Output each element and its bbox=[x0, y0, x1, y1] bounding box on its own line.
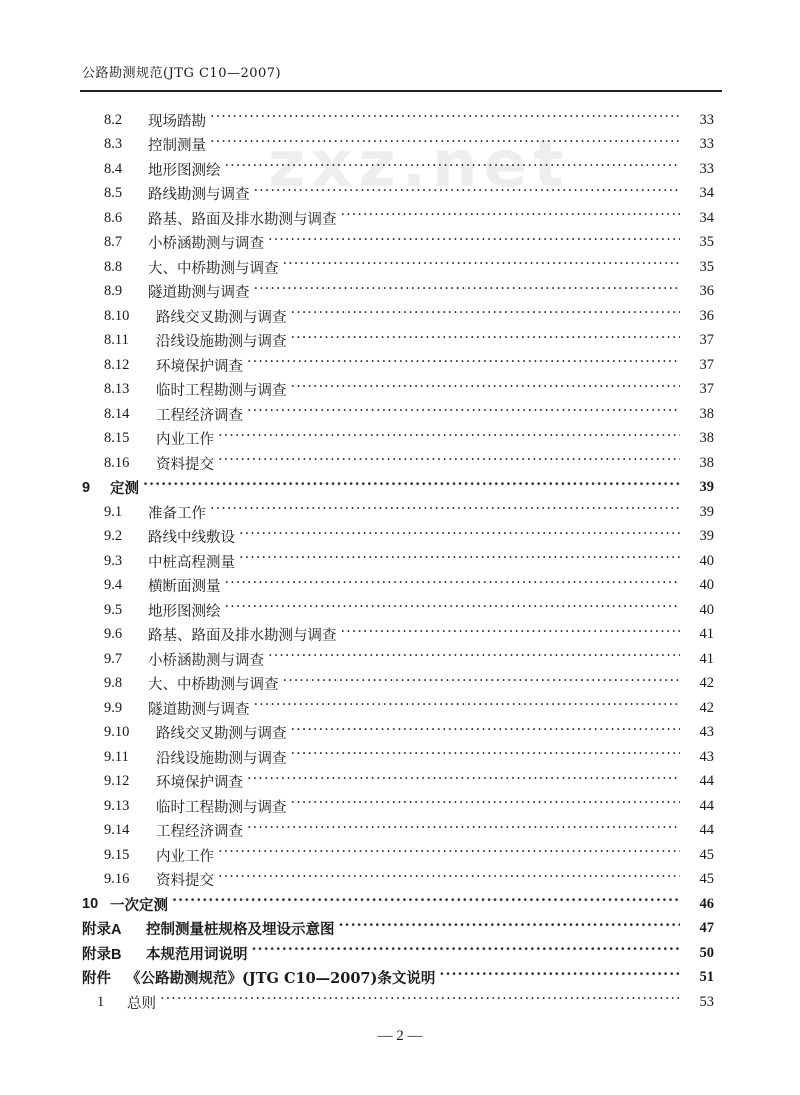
toc-entry-number: 8.3 bbox=[104, 136, 123, 153]
toc-entry[interactable] bbox=[0, 941, 800, 966]
dot-leader bbox=[291, 725, 681, 741]
toc-entry[interactable] bbox=[0, 206, 800, 231]
toc-entry[interactable] bbox=[0, 231, 800, 256]
toc-entry-number: 8.2 bbox=[104, 111, 123, 128]
dot-leader bbox=[218, 431, 680, 447]
toc-entry-number: 附件 bbox=[82, 971, 111, 988]
toc-entry-title: 路线交叉勘测与调查 bbox=[156, 309, 287, 326]
toc-entry-page: 40 bbox=[699, 601, 714, 618]
dot-leader bbox=[341, 627, 681, 643]
dot-leader bbox=[225, 161, 681, 177]
dot-leader bbox=[439, 970, 680, 986]
toc-entry-title: 大、中桥勘测与调查 bbox=[148, 260, 279, 277]
dot-leader bbox=[254, 284, 681, 300]
toc-entry-title: 工程经济调查 bbox=[156, 824, 243, 841]
dot-leader bbox=[341, 210, 681, 226]
dot-leader bbox=[160, 994, 680, 1010]
toc-entry[interactable] bbox=[0, 157, 800, 182]
toc-entry-number: 附录A bbox=[82, 922, 122, 939]
toc-entry-title: 环境保护调查 bbox=[156, 775, 243, 792]
toc-entry-number: 9.6 bbox=[104, 626, 123, 643]
toc-entry-number: 8.11 bbox=[104, 332, 129, 349]
toc-entry-page: 34 bbox=[699, 209, 714, 226]
toc-entry[interactable] bbox=[0, 451, 800, 476]
toc-entry-title: 路线中线敷设 bbox=[148, 530, 235, 547]
toc-entry-number: 8.5 bbox=[104, 185, 123, 202]
toc-entry-title: 内业工作 bbox=[156, 848, 214, 865]
toc-entry[interactable] bbox=[0, 476, 800, 501]
toc-entry-number: 9.13 bbox=[104, 797, 130, 814]
toc-entry[interactable] bbox=[0, 182, 800, 207]
toc-entry-page: 35 bbox=[699, 234, 714, 251]
toc-entry-title: 沿线设施勘测与调查 bbox=[156, 750, 287, 767]
toc-entry-number: 10 bbox=[82, 896, 99, 913]
dot-leader bbox=[172, 896, 680, 912]
toc-entry-page: 42 bbox=[699, 699, 714, 716]
dot-leader bbox=[247, 823, 680, 839]
toc-entry-title: 地形图测绘 bbox=[148, 603, 221, 620]
dot-leader bbox=[218, 455, 680, 471]
dot-leader bbox=[239, 529, 680, 545]
toc-entry[interactable] bbox=[0, 721, 800, 746]
toc-entry[interactable] bbox=[0, 280, 800, 305]
toc-entry-number: 9.16 bbox=[104, 871, 130, 888]
toc-entry-number: 9.2 bbox=[104, 528, 123, 545]
toc-entry-page: 41 bbox=[699, 650, 714, 667]
table-of-contents bbox=[0, 108, 800, 1015]
toc-entry-title: 资料提交 bbox=[156, 873, 214, 890]
dot-leader bbox=[254, 700, 681, 716]
toc-entry-number: 8.12 bbox=[104, 356, 130, 373]
toc-entry-number: 9.3 bbox=[104, 552, 123, 569]
toc-entry-number: 8.9 bbox=[104, 283, 123, 300]
dot-leader bbox=[225, 602, 681, 618]
toc-entry[interactable] bbox=[0, 745, 800, 770]
toc-entry-number: 8.16 bbox=[104, 454, 130, 471]
toc-entry-title: 地形图测绘 bbox=[148, 162, 221, 179]
toc-entry[interactable] bbox=[0, 255, 800, 280]
toc-entry-page: 51 bbox=[699, 969, 714, 986]
toc-entry-page: 50 bbox=[699, 944, 714, 961]
toc-entry-title: 《公路勘测规范》(JTG C10—2007)条文说明 bbox=[126, 970, 436, 988]
toc-entry[interactable] bbox=[0, 892, 800, 917]
toc-entry-page: 40 bbox=[699, 577, 714, 594]
toc-entry-title: 路基、路面及排水勘测与调查 bbox=[148, 628, 337, 645]
dot-leader bbox=[291, 308, 681, 324]
toc-entry-page: 46 bbox=[699, 895, 714, 912]
toc-entry-page: 38 bbox=[699, 405, 714, 422]
toc-entry[interactable] bbox=[0, 917, 800, 942]
toc-entry-number: 9.9 bbox=[104, 699, 123, 716]
dot-leader bbox=[225, 578, 681, 594]
running-header: 公路勘测规范(JTG C10—2007) bbox=[82, 66, 282, 81]
dot-leader bbox=[239, 553, 680, 569]
page-number: — 2 — bbox=[377, 1028, 423, 1044]
toc-entry-title: 路线勘测与调查 bbox=[148, 187, 250, 204]
toc-entry-page: 45 bbox=[699, 871, 714, 888]
toc-entry[interactable] bbox=[0, 794, 800, 819]
dot-leader bbox=[268, 651, 680, 667]
toc-entry-number: 9.7 bbox=[104, 650, 123, 667]
toc-entry-page: 38 bbox=[699, 454, 714, 471]
toc-entry-number: 8.13 bbox=[104, 381, 130, 398]
dot-leader bbox=[218, 872, 680, 888]
dot-leader bbox=[291, 798, 681, 814]
toc-entry-number: 9.8 bbox=[104, 675, 123, 692]
toc-entry-number: 8.4 bbox=[104, 160, 123, 177]
dot-leader bbox=[210, 137, 680, 153]
toc-entry-page: 38 bbox=[699, 430, 714, 447]
toc-entry-page: 33 bbox=[699, 111, 714, 128]
toc-entry-page: 45 bbox=[699, 846, 714, 863]
toc-entry-page: 40 bbox=[699, 552, 714, 569]
toc-entry-page: 42 bbox=[699, 675, 714, 692]
toc-entry[interactable] bbox=[0, 770, 800, 795]
toc-entry-number: 9.5 bbox=[104, 601, 123, 618]
toc-entry-title: 小桥涵勘测与调查 bbox=[148, 236, 264, 253]
toc-entry-page: 35 bbox=[699, 258, 714, 275]
toc-entry-number: 9.1 bbox=[104, 503, 123, 520]
toc-entry-title: 准备工作 bbox=[148, 505, 206, 522]
dot-leader bbox=[283, 676, 681, 692]
toc-entry-page: 37 bbox=[699, 332, 714, 349]
toc-entry-page: 44 bbox=[699, 822, 714, 839]
toc-entry-page: 41 bbox=[699, 626, 714, 643]
toc-entry-title: 现场踏勘 bbox=[148, 113, 206, 130]
toc-entry[interactable] bbox=[0, 647, 800, 672]
toc-entry-title: 路基、路面及排水勘测与调查 bbox=[148, 211, 337, 228]
toc-entry-page: 53 bbox=[699, 993, 714, 1010]
toc-entry-title: 一次定测 bbox=[110, 896, 168, 914]
toc-entry[interactable] bbox=[0, 868, 800, 893]
watermark: zxz.net bbox=[268, 128, 570, 202]
toc-entry-page: 36 bbox=[699, 283, 714, 300]
dot-leader bbox=[283, 259, 681, 275]
dot-leader bbox=[291, 749, 681, 765]
toc-entry-page: 43 bbox=[699, 748, 714, 765]
toc-entry-page: 39 bbox=[699, 479, 714, 496]
toc-entry-number: 8.6 bbox=[104, 209, 123, 226]
toc-entry-page: 44 bbox=[699, 797, 714, 814]
toc-entry-page: 37 bbox=[699, 356, 714, 373]
toc-entry-number: 8.14 bbox=[104, 405, 130, 422]
toc-entry[interactable] bbox=[0, 672, 800, 697]
toc-entry[interactable] bbox=[0, 108, 800, 133]
toc-entry-title: 工程经济调查 bbox=[156, 407, 243, 424]
toc-entry-number: 附录B bbox=[82, 946, 122, 963]
toc-entry-title: 资料提交 bbox=[156, 456, 214, 473]
toc-entry-title: 大、中桥勘测与调查 bbox=[148, 677, 279, 694]
toc-entry[interactable] bbox=[0, 819, 800, 844]
toc-entry-number: 8.15 bbox=[104, 430, 130, 447]
toc-entry-number: 9.11 bbox=[104, 748, 129, 765]
header-rule bbox=[80, 90, 722, 92]
toc-entry-title: 隧道勘测与调查 bbox=[148, 285, 250, 302]
toc-entry-number: 9.10 bbox=[104, 724, 130, 741]
toc-entry-number: 9.4 bbox=[104, 577, 123, 594]
toc-entry-title: 横断面测量 bbox=[148, 579, 221, 596]
toc-entry-title: 隧道勘测与调查 bbox=[148, 701, 250, 718]
toc-entry[interactable] bbox=[0, 378, 800, 403]
toc-entry-title: 控制测量桩规格及埋设示意图 bbox=[146, 921, 335, 939]
dot-leader bbox=[252, 945, 681, 961]
dot-leader bbox=[210, 112, 680, 128]
toc-entry[interactable] bbox=[0, 966, 800, 991]
toc-entry-page: 34 bbox=[699, 185, 714, 202]
dot-leader bbox=[247, 774, 680, 790]
toc-entry-title: 内业工作 bbox=[156, 432, 214, 449]
toc-entry-page: 39 bbox=[699, 528, 714, 545]
toc-entry-title: 路线交叉勘测与调查 bbox=[156, 726, 287, 743]
toc-entry-page: 37 bbox=[699, 381, 714, 398]
toc-entry-title: 控制测量 bbox=[148, 138, 206, 155]
toc-entry-number: 8.10 bbox=[104, 307, 130, 324]
toc-entry[interactable] bbox=[0, 696, 800, 721]
toc-entry[interactable] bbox=[0, 329, 800, 354]
dot-leader bbox=[268, 235, 680, 251]
toc-entry[interactable] bbox=[0, 843, 800, 868]
dot-leader bbox=[210, 504, 680, 520]
toc-entry-page: 47 bbox=[699, 920, 714, 937]
toc-entry-number: 9.12 bbox=[104, 773, 130, 790]
toc-entry-title: 中桩高程测量 bbox=[148, 554, 235, 571]
toc-entry-title: 总则 bbox=[127, 995, 156, 1012]
toc-entry-title: 本规范用词说明 bbox=[146, 945, 248, 963]
toc-entry-number: 9.14 bbox=[104, 822, 130, 839]
toc-entry[interactable] bbox=[0, 525, 800, 550]
toc-entry[interactable] bbox=[0, 623, 800, 648]
dot-leader bbox=[254, 186, 681, 202]
toc-entry-page: 33 bbox=[699, 136, 714, 153]
toc-entry-number: 8.7 bbox=[104, 234, 123, 251]
dot-leader bbox=[218, 847, 680, 863]
toc-entry[interactable] bbox=[0, 598, 800, 623]
toc-entry-number: 9.15 bbox=[104, 846, 130, 863]
toc-entry-title: 环境保护调查 bbox=[156, 358, 243, 375]
toc-entry-page: 44 bbox=[699, 773, 714, 790]
toc-entry-title: 定测 bbox=[110, 480, 139, 498]
toc-entry-page: 36 bbox=[699, 307, 714, 324]
toc-entry-number: 9 bbox=[82, 479, 91, 496]
toc-entry-number: 1 bbox=[97, 993, 105, 1010]
toc-entry[interactable] bbox=[0, 427, 800, 452]
toc-entry-page: 33 bbox=[699, 160, 714, 177]
dot-leader bbox=[339, 921, 681, 937]
toc-entry[interactable] bbox=[0, 402, 800, 427]
toc-entry-title: 沿线设施勘测与调查 bbox=[156, 334, 287, 351]
toc-entry-title: 临时工程勘测与调查 bbox=[156, 383, 287, 400]
toc-entry[interactable] bbox=[0, 990, 800, 1015]
toc-entry[interactable] bbox=[0, 500, 800, 525]
dot-leader bbox=[143, 480, 680, 496]
toc-entry-number: 8.8 bbox=[104, 258, 123, 275]
toc-entry-title: 临时工程勘测与调查 bbox=[156, 799, 287, 816]
toc-entry[interactable] bbox=[0, 133, 800, 158]
toc-entry[interactable] bbox=[0, 549, 800, 574]
toc-entry[interactable] bbox=[0, 304, 800, 329]
toc-entry-page: 39 bbox=[699, 503, 714, 520]
toc-entry[interactable] bbox=[0, 574, 800, 599]
toc-entry-page: 43 bbox=[699, 724, 714, 741]
dot-leader bbox=[247, 406, 680, 422]
toc-entry[interactable] bbox=[0, 353, 800, 378]
dot-leader bbox=[291, 333, 681, 349]
dot-leader bbox=[291, 382, 681, 398]
toc-entry-title: 小桥涵勘测与调查 bbox=[148, 652, 264, 669]
dot-leader bbox=[247, 357, 680, 373]
